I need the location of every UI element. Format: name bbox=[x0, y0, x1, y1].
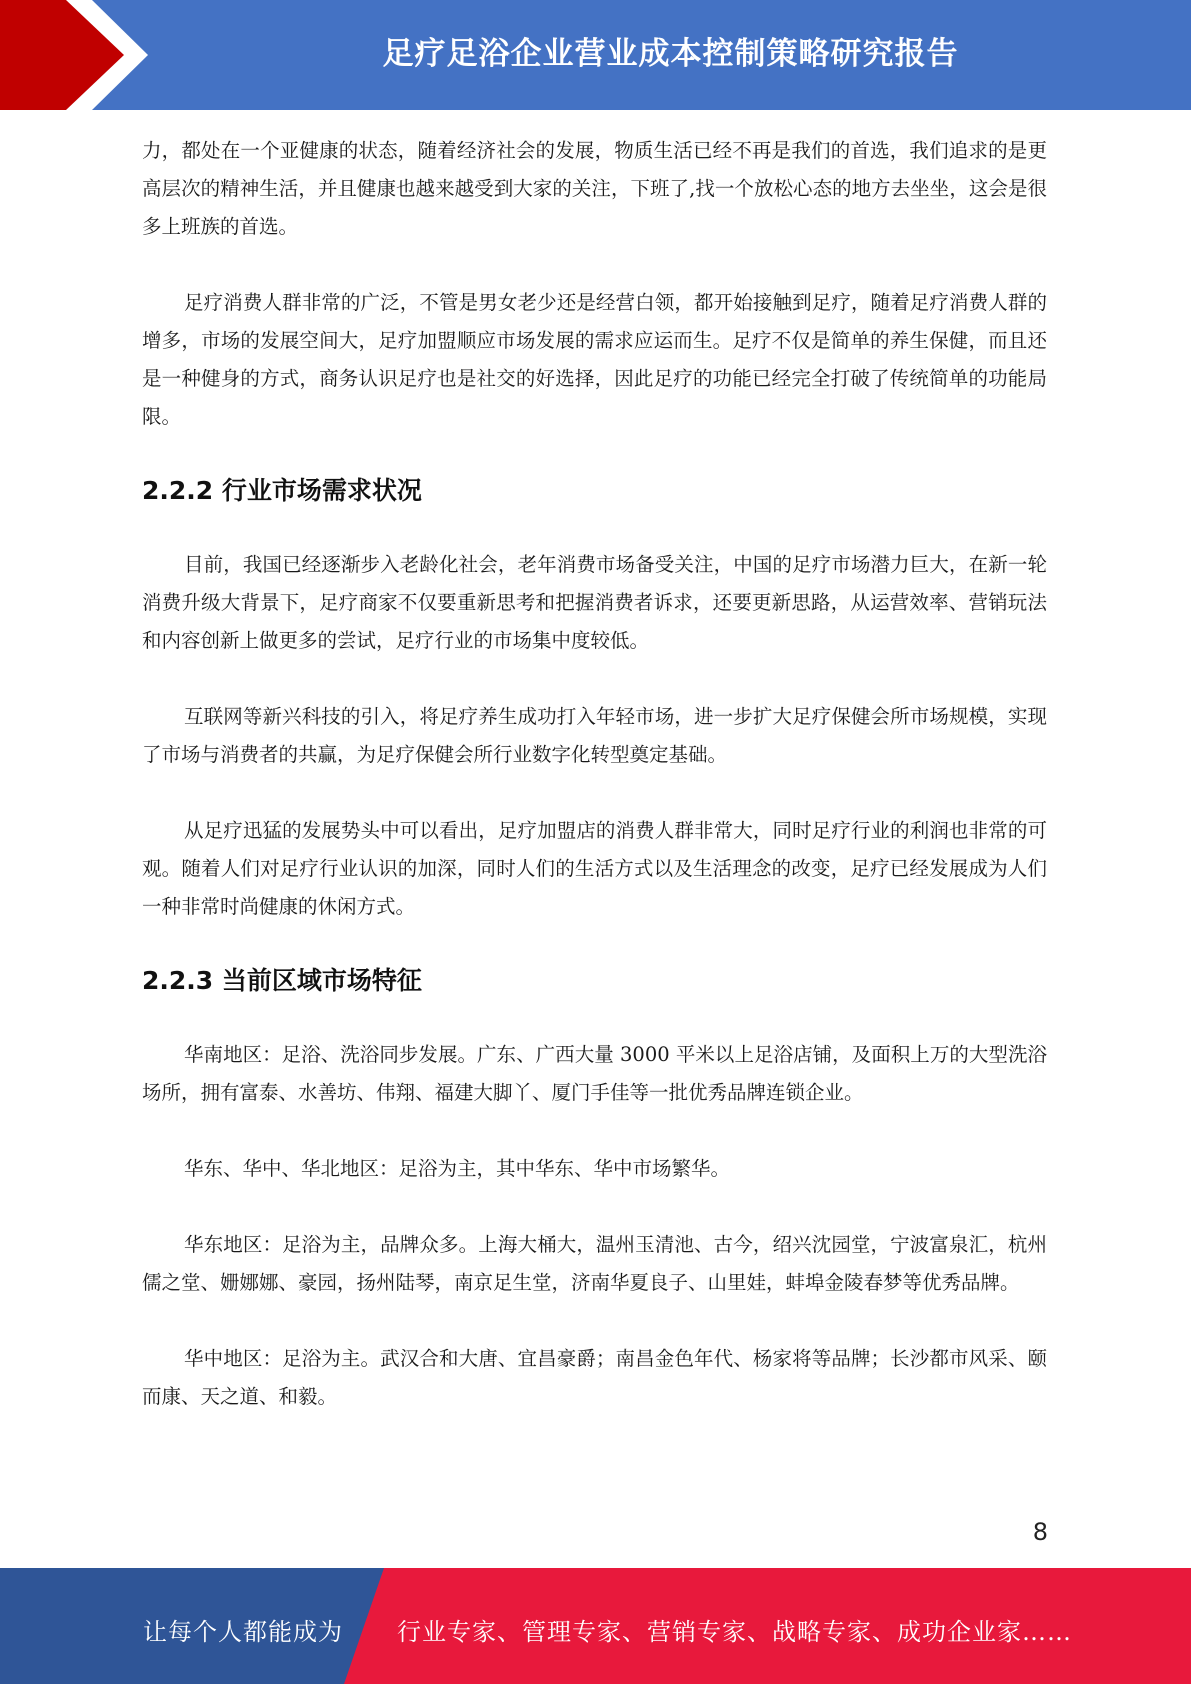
paragraph-1: 力，都处在一个亚健康的状态，随着经济社会的发展，物质生活已经不再是我们的首选，我们追求的是更高层次的精神生活，并且健康也越来越受到大家的关注，下班了,找一个放松心态的地方去坐坐，这会是很多上班族的首选。 bbox=[142, 139, 1047, 238]
footer-slogan-left: 让每个人都能成为 bbox=[143, 1618, 343, 1646]
paragraph-5: 从足疗迅猛的发展势头中可以看出，足疗加盟店的消费人群非常大，同时足疗行业的利润也非常的可观。随着人们对足疗行业认识的加深，同时人们的生活方式以及生活理念的改变，足疗已经发展成为人们一种非常时尚健康的休闲方式。 bbox=[142, 819, 1047, 918]
paragraph-2: 足疗消费人群非常的广泛，不管是男女老少还是经营白领，都开始接触到足疗，随着足疗消费人群的增多，市场的发展空间大，足疗加盟顺应市场发展的需求应运而生。足疗不仅是简单的养生保健，而且还是一种健身的方式，商务认识足疗也是社交的好选择，因此足疗的功能已经完全打破了传统简单的功能局限。 bbox=[142, 291, 1047, 428]
page-header bbox=[0, 0, 1191, 110]
document-title: 足疗足浴企业营业成本控制策略研究报告 bbox=[382, 36, 959, 72]
paragraph-7: 华东、华中、华北地区：足浴为主，其中华东、华中市场繁华。 bbox=[184, 1157, 731, 1180]
header-chevron-decoration bbox=[0, 0, 200, 110]
paragraph-3: 目前，我国已经逐渐步入老龄化社会，老年消费市场备受关注，中国的足疗市场潜力巨大，在新一轮消费升级大背景下，足疗商家不仅要重新思考和把握消费者诉求，还要更新思路，从运营效率、营销玩法和内容创新上做更多的尝试，足疗行业的市场集中度较低。 bbox=[142, 553, 1047, 652]
paragraph-9: 华中地区：足浴为主。武汉合和大唐、宜昌豪爵；南昌金色年代、杨家将等品牌；长沙都市风采、颐而康、天之道、和毅。 bbox=[142, 1347, 1047, 1408]
page-content bbox=[142, 132, 1047, 1416]
paragraph-4: 互联网等新兴科技的引入，将足疗养生成功打入年轻市场，进一步扩大足疗保健会所市场规模，实现了市场与消费者的共赢，为足疗保健会所行业数字化转型奠定基础。 bbox=[142, 705, 1047, 766]
paragraph-6: 华南地区：足浴、洗浴同步发展。广东、广西大量 3000 平米以上足浴店铺，及面积上万的大型洗浴场所，拥有富泰、水善坊、伟翔、福建大脚丫、厦门手佳等一批优秀品牌连锁企业。 bbox=[142, 1043, 1047, 1104]
section-heading-2-2-2: 2.2.2 行业市场需求状况 bbox=[142, 476, 422, 505]
page-number: 8 bbox=[1032, 1518, 1048, 1546]
paragraph-8: 华东地区：足浴为主，品牌众多。上海大桶大，温州玉清池、古今，绍兴沈园堂，宁波富泉汇，杭州儒之堂、姗娜娜、豪园，扬州陆琴，南京足生堂，济南华夏良子、山里娃，蚌埠金陵春梦等优秀品牌。 bbox=[142, 1233, 1047, 1294]
footer-slogan-right: 行业专家、管理专家、营销专家、战略专家、成功企业家…… bbox=[397, 1618, 1072, 1646]
page-footer bbox=[0, 1568, 1191, 1684]
section-heading-2-2-3: 2.2.3 当前区域市场特征 bbox=[142, 966, 422, 995]
